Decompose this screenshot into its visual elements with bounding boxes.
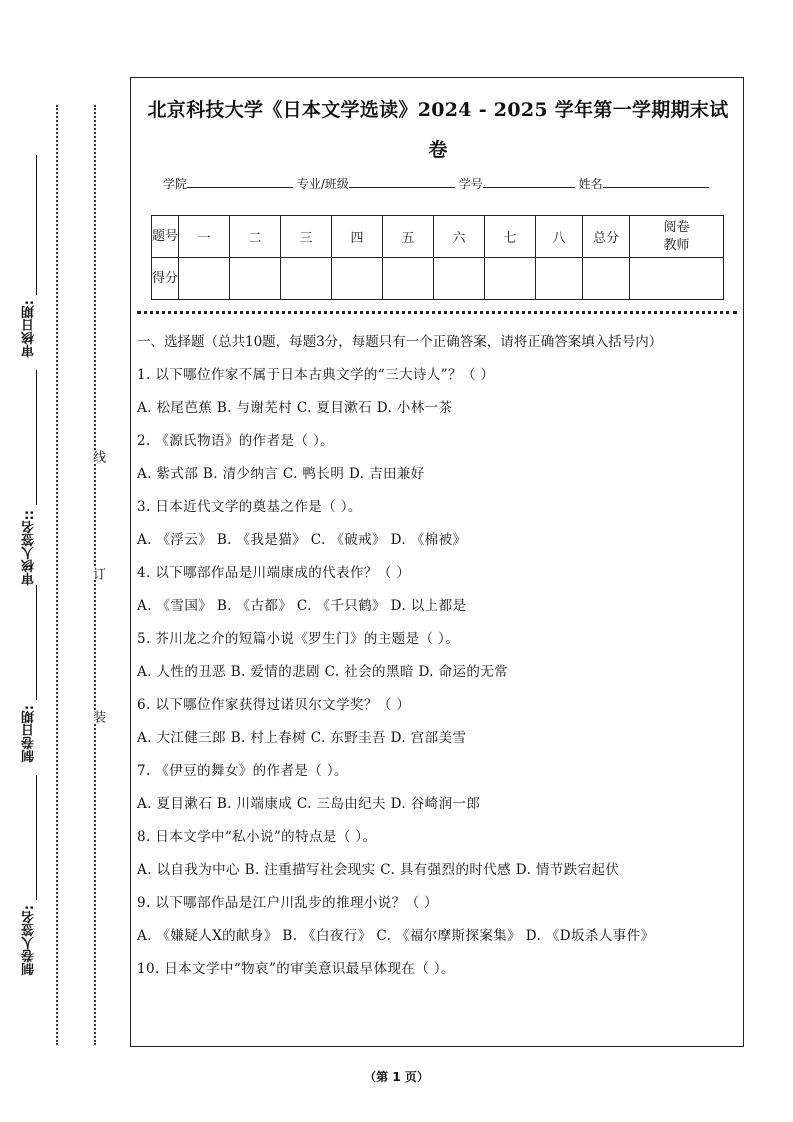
college-label: 学院 — [163, 177, 188, 191]
make-date-line — [36, 585, 37, 700]
bind-label-xian: 线 — [85, 450, 105, 463]
question-9-options: A. 《嫌疑人X的献身》 B. 《白夜行》 C. 《福尔摩斯探案集》 D. 《D坂杀人事件》 — [137, 928, 655, 944]
score-header-cell: 阅卷教师 — [630, 216, 724, 258]
exam-title-line1: 北京科技大学《日本文学选读》2024 - 2025 学年第一学期期末试 — [147, 99, 729, 121]
questions-body — [137, 331, 739, 991]
page-number: （第 1 页） — [364, 1070, 429, 1084]
maker-sign-line — [36, 775, 37, 900]
score-header-cell: 七 — [485, 216, 536, 258]
college-field[interactable] — [187, 175, 293, 188]
student-id-label: 学号 — [458, 177, 483, 191]
score-cell[interactable] — [230, 258, 281, 300]
student-id-field[interactable] — [483, 175, 575, 188]
question-2-options: A. 紫式部 B. 清少纳言 C. 鸭长明 D. 吉田兼好 — [137, 466, 425, 482]
score-cell[interactable] — [485, 258, 536, 300]
question-4-options: A. 《雪国》 B. 《古都》 C. 《千只鹤》 D. 以上都是 — [137, 598, 467, 614]
score-cell[interactable] — [583, 258, 630, 300]
maker-sign-label: 制卷人签名: — [22, 905, 37, 976]
student-info-row — [163, 175, 709, 192]
question-4: 4. 以下哪部作品是川端康成的代表作？（ ） — [137, 565, 411, 581]
score-header-cell: 八 — [536, 216, 583, 258]
question-3: 3. 日本近代文学的奠基之作是（ ）。 — [137, 499, 362, 515]
score-header-cell: 总分 — [583, 216, 630, 258]
bind-label-ding: 订 — [85, 567, 105, 580]
reviewer-sign-label: 审核人签名:: — [22, 510, 37, 586]
score-cell[interactable] — [281, 258, 332, 300]
review-date-line — [36, 155, 37, 295]
name-label: 姓名 — [578, 177, 603, 191]
review-date-label: 审核日期: — [22, 300, 37, 358]
score-cell[interactable] — [434, 258, 485, 300]
question-9: 9. 以下哪部作品是江户川乱步的推理小说？（ ） — [137, 895, 439, 911]
question-2: 2. 《源氏物语》的作者是（ ）。 — [137, 433, 335, 449]
score-table — [151, 215, 724, 300]
score-header-cell: 二 — [230, 216, 281, 258]
score-cell[interactable] — [179, 258, 230, 300]
section-separator — [137, 311, 737, 314]
question-1-options: A. 松尾芭蕉 B. 与谢芜村 C. 夏目漱石 D. 小林一茶 — [137, 400, 453, 416]
score-row-label: 得分 — [152, 258, 179, 300]
score-cell[interactable] — [630, 258, 724, 300]
name-field[interactable] — [603, 175, 709, 188]
question-8-options: A. 以自我为中心 B. 注重描写社会现实 C. 具有强烈的时代感 D. 情节跌宕起伏 — [137, 862, 620, 878]
score-header-cell: 四 — [332, 216, 383, 258]
make-date-label: 制卷日期: — [22, 705, 37, 763]
exam-title-line2: 卷 — [428, 139, 448, 161]
major-field[interactable] — [349, 175, 455, 188]
question-1: 1. 以下哪位作家不属于日本古典文学的“三大诗人”？（ ） — [137, 367, 495, 383]
score-cell[interactable] — [383, 258, 434, 300]
score-header-cell: 五 — [383, 216, 434, 258]
score-header-cell: 题号 — [152, 216, 179, 258]
question-3-options: A. 《浮云》 B. 《我是猫》 C. 《破戒》 D. 《棉被》 — [137, 532, 467, 548]
question-6-options: A. 大江健三郎 B. 村上春树 C. 东野圭吾 D. 宫部美雪 — [137, 730, 467, 746]
question-8: 8. 日本文学中“私小说”的特点是（ ）。 — [137, 829, 377, 845]
question-5: 5. 芥川龙之介的短篇小说《罗生门》的主题是（ ）。 — [137, 631, 460, 647]
reviewer-sign-line — [36, 370, 37, 505]
major-label: 专业/班级 — [296, 177, 349, 191]
exam-frame — [130, 77, 744, 1047]
score-table-header-row — [152, 216, 724, 258]
score-header-cell: 一 — [179, 216, 230, 258]
section-heading: 一、选择题（总共10题，每题3分，每题只有一个正确答案，请将正确答案填入括号内） — [137, 334, 663, 350]
question-10: 10. 日本文学中“物哀”的审美意识最早体现在（ ）。 — [137, 961, 455, 977]
question-5-options: A. 人性的丑恶 B. 爱情的悲剧 C. 社会的黑暗 D. 命运的无常 — [137, 664, 509, 680]
exam-title — [131, 90, 745, 170]
score-header-cell: 六 — [434, 216, 485, 258]
question-7-options: A. 夏目漱石 B. 川端康成 C. 三岛由纪夫 D. 谷崎润一郎 — [137, 796, 481, 812]
score-cell[interactable] — [536, 258, 583, 300]
bind-label-zhuang: 装 — [85, 710, 105, 723]
question-7: 7. 《伊豆的舞女》的作者是（ ）。 — [137, 763, 348, 779]
score-table-score-row — [152, 258, 724, 300]
score-cell[interactable] — [332, 258, 383, 300]
question-6: 6. 以下哪位作家获得过诺贝尔文学奖？（ ） — [137, 697, 411, 713]
score-header-cell: 三 — [281, 216, 332, 258]
cut-dotted-line-left — [56, 105, 58, 1045]
